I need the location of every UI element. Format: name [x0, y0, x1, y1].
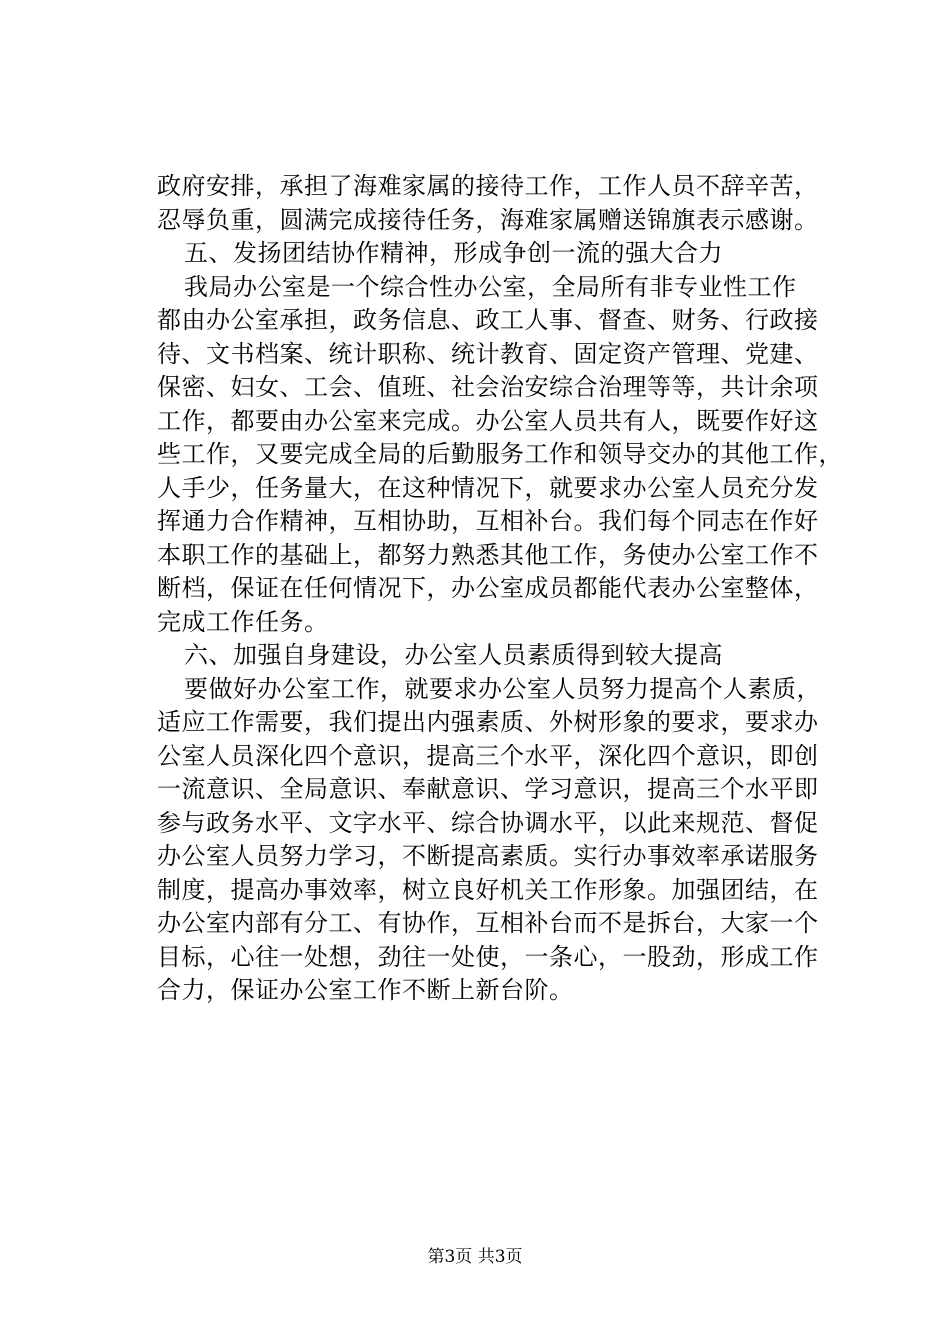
paragraph-line: 完成工作任务。: [157, 607, 329, 636]
paragraph-line: 些工作，又要完成全局的后勤服务工作和领导交办的其他工作，: [157, 440, 843, 468]
paragraph-line: 挥通力合作精神，互相协助，互相补台。我们每个同志在作好: [157, 507, 819, 535]
paragraph-line: 我局办公室是一个综合性办公室，全局所有非专业性工作: [184, 272, 797, 301]
paragraph-line: 制度，提高办事效率，树立良好机关工作形象。加强团结，在: [157, 875, 819, 904]
document-body: [157, 170, 857, 1008]
paragraph-line: 保密、妇女、工会、值班、社会治安综合治理等等，共计余项: [157, 373, 819, 401]
section-heading: 六、加强自身建设，办公室人员素质得到较大提高: [184, 641, 723, 669]
paragraph-line: 政府安排，承担了海难家属的接待工作，工作人员不辞辛苦，: [157, 172, 819, 200]
paragraph-line: 断档，保证在任何情况下，办公室成员都能代表办公室整体，: [157, 574, 819, 602]
paragraph-line: 待、文书档案、统计职称、统计教育、固定资产管理、党建、: [157, 339, 819, 368]
paragraph-line: 公室人员深化四个意识，提高三个水平，深化四个意识，即创: [157, 741, 819, 770]
paragraph-line: 都由办公室承担，政务信息、政工人事、督查、财务、行政接: [157, 306, 819, 334]
paragraph-line: 忍辱负重，圆满完成接待任务，海难家属赠送锦旗表示感谢。: [157, 205, 819, 234]
page-number-footer: 第3页 共3页: [427, 1247, 523, 1267]
paragraph-line: 适应工作需要，我们提出内强素质、外树形象的要求，要求办: [157, 708, 819, 736]
paragraph-line: 要做好办公室工作，就要求办公室人员努力提高个人素质，: [184, 674, 821, 703]
paragraph-line: 本职工作的基础上，都努力熟悉其他工作，务使办公室工作不: [157, 540, 819, 569]
paragraph-line: 工作，都要由办公室来完成。办公室人员共有人，既要作好这: [157, 406, 819, 435]
paragraph-line: 目标，心往一处想，劲往一处使，一条心，一股劲，形成工作: [157, 942, 819, 971]
paragraph-line: 办公室内部有分工、有协作，互相补台而不是拆台，大家一个: [157, 909, 819, 937]
paragraph-line: 办公室人员努力学习，不断提高素质。实行办事效率承诺服务: [157, 842, 819, 870]
paragraph-line: 合力，保证办公室工作不断上新台阶。: [157, 976, 574, 1004]
paragraph-line: 人手少，任务量大，在这种情况下，就要求办公室人员充分发: [157, 473, 819, 502]
paragraph-line: 一流意识、全局意识、奉献意识、学习意识，提高三个水平即: [157, 775, 819, 803]
paragraph-line: 参与政务水平、文字水平、综合协调水平，以此来规范、督促: [157, 808, 819, 837]
section-heading: 五、发扬团结协作精神，形成争创一流的强大合力: [184, 239, 723, 267]
